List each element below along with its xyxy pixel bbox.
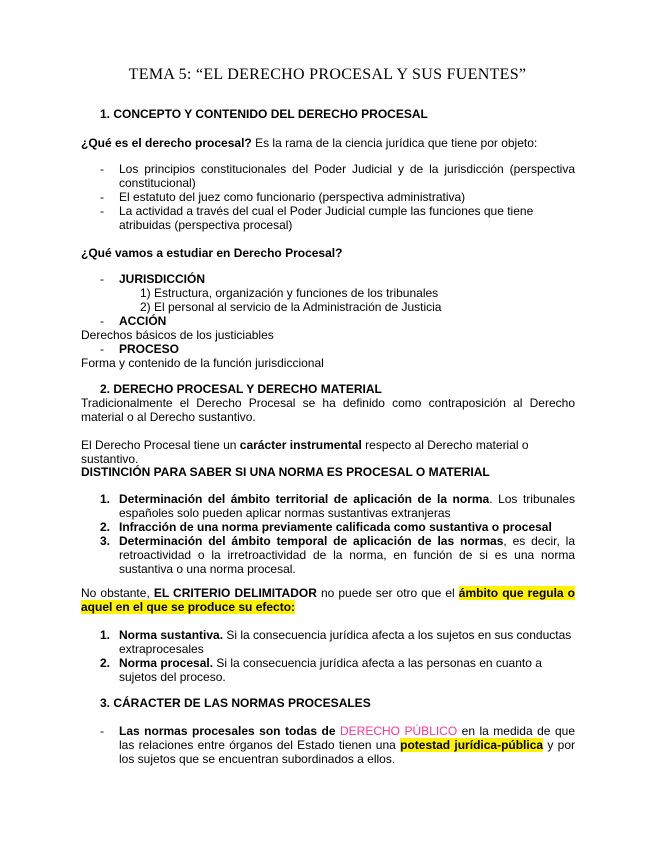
paragraph-text: respecto al Derecho material o sustantivo. <box>81 438 529 466</box>
list-number: 1. <box>100 628 111 642</box>
dash-bullet: - <box>100 162 104 176</box>
dash-bullet: - <box>100 342 104 356</box>
list-number: 1. <box>100 492 111 506</box>
list-number: 2. <box>100 656 111 670</box>
paragraph-emphasis: EL CRITERIO DELIMITADOR <box>153 586 317 600</box>
accion-text: Derechos básicos de los justiciables <box>81 328 274 342</box>
list-item: El estatuto del juez como funcionario (perspectiva administrativa) <box>119 190 466 204</box>
list-item-title: Las normas procesales son todas de <box>119 724 340 738</box>
jurisdiccion-item: 2) El personal al servicio de la Administración de Justicia <box>140 300 442 314</box>
question-1 <box>81 136 581 150</box>
highlighted-text: potestad jurídica-pública <box>400 738 544 752</box>
list-number: 2. <box>100 520 111 534</box>
paragraph-emphasis: carácter instrumental <box>239 438 362 452</box>
dash-bullet: - <box>100 724 104 738</box>
question-1-label: ¿Qué es el derecho procesal? <box>81 136 252 150</box>
paragraph: Tradicionalmente el Derecho Procesal se ha definido como contraposición al Derecho material o al Derecho sustantivo. <box>81 396 575 424</box>
list-item <box>119 724 575 766</box>
paragraph <box>81 438 575 466</box>
highlighted-text: ámbito que regula o aquel en el que se produce su efecto: <box>81 586 576 614</box>
list-item-title: Norma sustantiva. <box>119 628 224 642</box>
list-number: 3. <box>100 534 111 548</box>
list-item <box>119 492 575 520</box>
list-item <box>119 534 575 576</box>
dash-bullet: - <box>100 314 104 328</box>
paragraph-text: El Derecho Procesal tiene un <box>81 438 240 452</box>
section-2-heading: 2. DERECHO PROCESAL Y DERECHO MATERIAL <box>100 382 382 396</box>
list-item-text: y por los sujetos que se encuentran subordinados a ellos. <box>119 738 575 766</box>
list-item: Infracción de una norma previamente calificada como sustantiva o procesal <box>119 520 552 534</box>
dash-bullet: - <box>100 204 104 218</box>
list-item-text: Si la consecuencia jurídica afecta a las personas en cuanto a sujetos del proceso. <box>119 656 542 684</box>
section-3-heading: 3. CÁRACTER DE LAS NORMAS PROCESALES <box>100 696 371 710</box>
dash-bullet: - <box>100 272 104 286</box>
question-2: ¿Qué vamos a estudiar en Derecho Procesal? <box>81 246 343 260</box>
list-item: Los principios constitucionales del Poder Judicial y de la jurisdicción (perspectiva constitucional) <box>119 162 575 190</box>
list-item-text: en la medida de que las relaciones entre órganos del Estado tienen una <box>119 724 575 752</box>
distinction-heading: DISTINCIÓN PARA SABER SI UNA NORMA ES PROCESAL O MATERIAL <box>81 465 490 479</box>
list-item-title: Norma procesal. <box>119 656 214 670</box>
list-item <box>119 628 575 656</box>
list-item <box>119 656 575 684</box>
list-item-text: Si la consecuencia jurídica afecta a los sujetos en sus conductas extraprocesales <box>119 628 572 656</box>
criterion-paragraph <box>81 586 575 614</box>
list-item-title: Determinación del ámbito temporal de aplicación de las normas <box>119 534 504 548</box>
document-title: TEMA 5: “EL DERECHO PROCESAL Y SUS FUENTES” <box>128 66 527 83</box>
list-item-title: Determinación del ámbito territorial de aplicación de la norma <box>119 492 490 506</box>
question-1-text: Es la rama de la ciencia jurídica que tiene por objeto: <box>251 136 538 150</box>
paragraph-text: No obstante, <box>81 586 154 600</box>
jurisdiccion-heading: JURISDICCIÓN <box>119 272 206 286</box>
proceso-text: Forma y contenido de la función jurisdiccional <box>81 356 324 370</box>
list-item-text: , es decir, la retroactividad o la irretroactividad de la norma, en función de si es una norma sustantiva o una norma procesal. <box>119 534 576 576</box>
proceso-heading: PROCESO <box>119 342 180 356</box>
jurisdiccion-item: 1) Estructura, organización y funciones de los tribunales <box>140 286 439 300</box>
paragraph-text: no puede ser otro que el <box>316 586 459 600</box>
pink-text: DERECHO PÚBLICO <box>339 724 458 738</box>
section-1-heading: 1. CONCEPTO Y CONTENIDO DEL DERECHO PROCESAL <box>100 107 428 121</box>
list-item-text: . Los tribunales españoles solo pueden aplicar normas sustantivas extranjeras <box>119 492 575 520</box>
dash-bullet: - <box>100 190 104 204</box>
list-item: La actividad a través del cual el Poder Judicial cumple las funciones que tiene atribuidas (perspectiva procesal) <box>119 204 534 232</box>
accion-heading: ACCIÓN <box>119 314 167 328</box>
